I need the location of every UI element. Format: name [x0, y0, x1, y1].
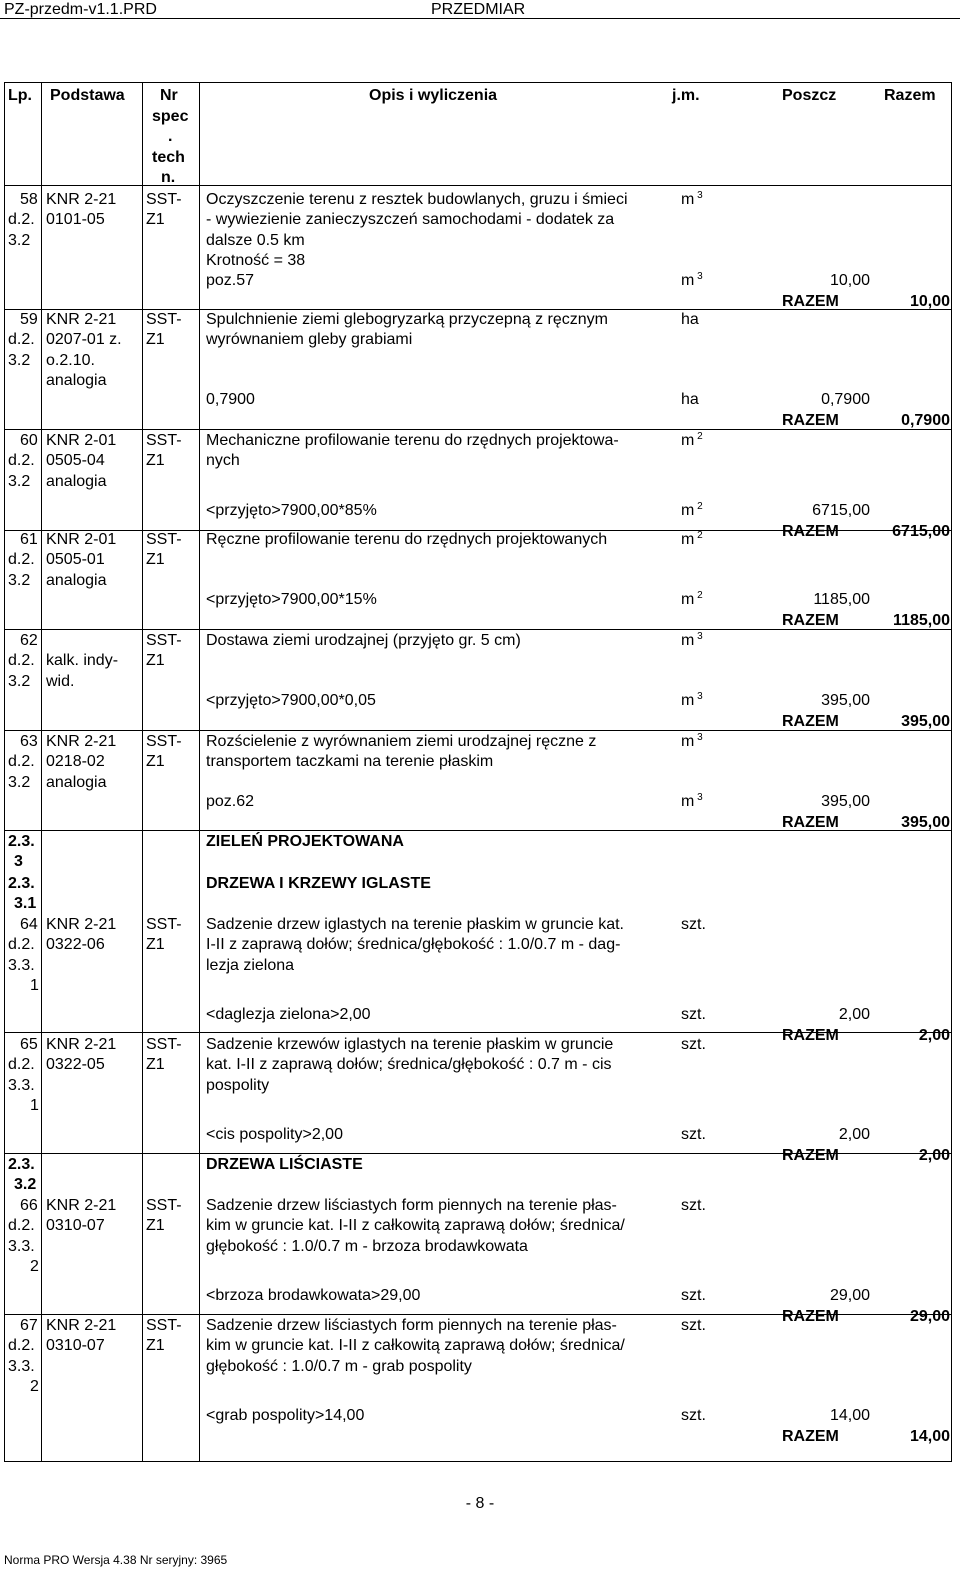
item-description: Mechaniczne profilowanie terenu do rzędnych projektowa-: [206, 432, 619, 449]
item-podstawa: KNR 2-21: [46, 916, 117, 933]
item-lp: 58: [20, 191, 38, 208]
item-podstawa: KNR 2-01: [46, 531, 117, 548]
razem-label: RAZEM: [782, 1428, 839, 1445]
item-spec: SST-: [146, 191, 182, 208]
header-razem: Razem: [884, 87, 936, 104]
page-number: - 8 -: [465, 1495, 495, 1512]
item-subtotal: 2,00: [838, 1126, 870, 1143]
item-lp: 3.2: [8, 672, 31, 690]
item-podstawa: analogia: [46, 571, 107, 589]
item-calc-unit: ha: [681, 391, 699, 408]
item-podstawa: KNR 2-21: [46, 1317, 117, 1334]
item-spec: SST-: [146, 733, 182, 750]
unit-exponent: 2: [694, 530, 703, 541]
item-calculation: <przyjęto>7900,00*15%: [206, 591, 377, 608]
razem-label: RAZEM: [782, 412, 839, 429]
item-spec: SST-: [146, 1197, 182, 1214]
item-podstawa: KNR 2-21: [46, 733, 117, 750]
document-title: PRZEDMIAR: [431, 1, 526, 18]
item-lp: 3.2: [8, 231, 31, 249]
item-description: lezja zielona: [206, 956, 295, 974]
item-description: Oczyszczenie terenu z resztek budowlanych, gruzu i śmieci: [206, 191, 628, 208]
header-nr-spec: n.: [161, 169, 176, 186]
item-description: Ręczne profilowanie terenu do rzędnych projektowanych: [206, 531, 608, 548]
item-lp: 2: [30, 1257, 39, 1275]
item-podstawa: KNR 2-21: [46, 1197, 117, 1214]
item-calculation: <daglezja zielona>2,00: [206, 1006, 371, 1023]
item-subtotal: 14,00: [829, 1407, 870, 1424]
item-description: dalsze 0.5 km: [206, 231, 305, 249]
item-unit: szt.: [681, 916, 706, 933]
item-unit: ha: [681, 311, 699, 328]
section-number: 2.3.: [8, 833, 35, 850]
item-lp: d.2.: [8, 452, 35, 470]
item-description: Krotność = 38: [206, 251, 306, 269]
item-lp: 65: [20, 1036, 38, 1053]
item-calc-unit: m $^2$: [681, 590, 703, 608]
item-description: transportem taczkami na terenie płaskim: [206, 753, 494, 771]
razem-label: RAZEM: [782, 713, 839, 730]
item-spec: Z1: [146, 1337, 165, 1355]
item-spec: SST-: [146, 632, 182, 649]
item-description: nych: [206, 452, 240, 470]
item-description: Dostawa ziemi urodzajnej (przyjęto gr. 5 cm): [206, 632, 521, 649]
section-title: ZIELEŃ PROJEKTOWANA: [206, 833, 404, 850]
unit-exponent: 2: [694, 431, 703, 442]
item-lp: d.2.: [8, 211, 35, 229]
item-calc-unit: szt.: [681, 1407, 706, 1424]
item-lp: 3.2: [8, 351, 31, 369]
item-unit: szt.: [681, 1317, 706, 1334]
item-lp: 3.3.: [8, 1357, 35, 1375]
item-calculation: <przyjęto>7900,00*0,05: [206, 692, 376, 709]
razem-label: RAZEM: [782, 814, 839, 831]
item-description: I-II z zaprawą dołów; średnica/głębokość : 1.0/0.7 m - dag-: [206, 936, 621, 954]
item-lp: d.2.: [8, 1337, 35, 1355]
item-podstawa: 0101-05: [46, 211, 105, 229]
item-spec: SST-: [146, 432, 182, 449]
item-calc-unit: szt.: [681, 1006, 706, 1023]
item-total: 0,7900: [901, 412, 950, 429]
item-podstawa: 0505-01: [46, 551, 105, 569]
item-podstawa: 0310-07: [46, 1217, 105, 1235]
item-description: kim w gruncie kat. I-II z całkowitą zaprawą dołów; średnica/: [206, 1337, 625, 1355]
razem-label: RAZEM: [782, 1147, 839, 1164]
item-lp: d.2.: [8, 551, 35, 569]
header-row-divider: [4, 185, 952, 186]
item-podstawa: KNR 2-21: [46, 1036, 117, 1053]
item-total: 2,00: [918, 1147, 950, 1164]
item-lp: d.2.: [8, 753, 35, 771]
item-lp: 67: [20, 1317, 38, 1334]
item-lp: 64: [20, 916, 38, 933]
item-spec: SST-: [146, 311, 182, 328]
item-podstawa: analogia: [46, 773, 107, 791]
header-lp: Lp.: [8, 87, 32, 104]
razem-label: RAZEM: [782, 523, 839, 540]
item-calculation: 0,7900: [206, 391, 255, 408]
item-description: wyrównaniem gleby grabiami: [206, 331, 413, 349]
column-divider-lp: [41, 82, 42, 1462]
section-number: 2.3.: [8, 1156, 35, 1173]
item-subtotal: 6715,00: [812, 502, 870, 519]
item-lp: d.2.: [8, 1056, 35, 1074]
item-spec: Z1: [146, 652, 165, 670]
item-unit: m $^3$: [681, 732, 703, 750]
razem-label: RAZEM: [782, 1308, 839, 1325]
item-podstawa: analogia: [46, 472, 107, 490]
item-subtotal: 2,00: [838, 1006, 870, 1023]
item-podstawa: analogia: [46, 371, 107, 389]
unit-exponent: 3: [694, 190, 703, 201]
item-spec: Z1: [146, 936, 165, 954]
item-podstawa: o.2.10.: [46, 351, 95, 369]
item-description: kat. I-II z zaprawą dołów; średnica/głębokość : 0.7 m - cis: [206, 1056, 612, 1074]
item-podstawa: KNR 2-01: [46, 432, 117, 449]
item-spec: Z1: [146, 331, 165, 349]
item-description: Sadzenie krzewów iglastych na terenie płaskim w gruncie: [206, 1036, 614, 1053]
item-lp: 3.3.: [8, 1076, 35, 1094]
item-subtotal: 395,00: [821, 793, 870, 810]
item-lp: d.2.: [8, 936, 35, 954]
header-divider: [0, 18, 960, 19]
unit-exponent: 2: [694, 590, 703, 601]
item-subtotal: 395,00: [821, 692, 870, 709]
razem-label: RAZEM: [782, 612, 839, 629]
item-podstawa: KNR 2-21: [46, 311, 117, 328]
item-podstawa: 0207-01 z.: [46, 331, 122, 349]
item-spec: SST-: [146, 1317, 182, 1334]
item-description: głębokość : 1.0/0.7 m - brzoza brodawkowata: [206, 1237, 528, 1255]
item-lp: 63: [20, 733, 38, 750]
item-unit: m $^3$: [681, 190, 703, 208]
item-total: 1185,00: [893, 612, 950, 629]
item-lp: 2: [30, 1377, 39, 1395]
item-spec: Z1: [146, 1217, 165, 1235]
item-calculation: <grab pospolity>14,00: [206, 1407, 365, 1424]
item-calc-unit: m $^3$: [681, 691, 703, 709]
item-spec: SST-: [146, 916, 182, 933]
item-calc-unit: m $^2$: [681, 501, 703, 519]
item-unit: m $^2$: [681, 431, 703, 449]
file-name: PZ-przedm-v1.1.PRD: [4, 1, 157, 18]
item-description: Sadzenie drzew liściastych form piennych na terenie płas-: [206, 1197, 617, 1214]
item-calc-unit: m $^3$: [681, 271, 703, 290]
item-podstawa: kalk. indy-: [46, 652, 119, 670]
item-lp: 59: [20, 311, 38, 328]
unit-exponent: 3: [694, 271, 703, 283]
item-lp: 1: [30, 1096, 39, 1114]
item-unit: szt.: [681, 1197, 706, 1214]
item-lp: 61: [20, 531, 38, 548]
unit-exponent: 3: [694, 792, 703, 803]
item-unit: m $^3$: [681, 631, 703, 649]
item-podstawa: wid.: [46, 672, 75, 690]
item-calculation: <brzoza brodawkowata>29,00: [206, 1287, 421, 1304]
item-calculation: <cis pospolity>2,00: [206, 1126, 343, 1143]
item-lp: 3.3.: [8, 956, 35, 974]
item-description: - wywiezienie zanieczyszczeń samochodami - dodatek za: [206, 211, 615, 229]
item-spec: Z1: [146, 452, 165, 470]
section-number: 3: [14, 853, 23, 871]
item-lp: 66: [20, 1197, 38, 1214]
item-description: pospolity: [206, 1076, 270, 1094]
item-calculation: poz.57: [206, 272, 255, 290]
item-lp: d.2.: [8, 1217, 35, 1235]
section-title: DRZEWA I KRZEWY IGLASTE: [206, 875, 431, 892]
header-opis: Opis i wyliczenia: [369, 87, 498, 104]
header-nr-spec: spec: [152, 108, 189, 125]
item-lp: 3.2: [8, 773, 31, 791]
item-lp: 62: [20, 632, 38, 649]
unit-exponent: 3: [694, 631, 703, 642]
item-podstawa: KNR 2-21: [46, 191, 117, 208]
item-spec: SST-: [146, 531, 182, 548]
header-nr-spec: Nr: [160, 87, 178, 104]
item-description: głębokość : 1.0/0.7 m - grab pospolity: [206, 1357, 472, 1375]
column-divider-podstawa: [142, 82, 143, 1462]
section-number: 3.1: [14, 895, 37, 913]
item-description: Sadzenie drzew liściastych form piennych na terenie płas-: [206, 1317, 617, 1334]
item-subtotal: 29,00: [829, 1287, 870, 1304]
item-podstawa: 0505-04: [46, 452, 105, 470]
item-total: 395,00: [901, 713, 950, 730]
item-subtotal: 0,7900: [821, 391, 870, 408]
header-nr-spec: tech: [152, 149, 185, 166]
item-unit: m $^2$: [681, 530, 703, 548]
unit-exponent: 3: [694, 732, 703, 743]
item-lp: 1: [30, 976, 39, 994]
header-poszcz: Poszcz: [782, 87, 837, 104]
software-footer: Norma PRO Wersja 4.38 Nr seryjny: 3965: [4, 1553, 228, 1567]
item-lp: 60: [20, 432, 38, 449]
item-total: 29,00: [909, 1308, 950, 1325]
item-total: 14,00: [909, 1428, 950, 1445]
razem-label: RAZEM: [782, 1027, 839, 1044]
item-subtotal: 1185,00: [813, 591, 870, 608]
item-lp: d.2.: [8, 331, 35, 349]
item-spec: Z1: [146, 551, 165, 569]
item-podstawa: 0322-05: [46, 1056, 105, 1074]
item-podstawa: 0322-06: [46, 936, 105, 954]
section-title: DRZEWA LIŚCIASTE: [206, 1156, 363, 1173]
item-calculation: poz.62: [206, 793, 255, 810]
item-lp: 3.3.: [8, 1237, 35, 1255]
item-calc-unit: szt.: [681, 1126, 706, 1143]
razem-label: RAZEM: [782, 293, 839, 311]
item-spec: Z1: [146, 211, 165, 229]
item-lp: 3.2: [8, 571, 31, 589]
item-total: 395,00: [901, 814, 950, 831]
item-subtotal: 10,00: [829, 272, 870, 290]
item-lp: d.2.: [8, 652, 35, 670]
item-description: Rozścielenie z wyrównaniem ziemi urodzajnej ręczne z: [206, 733, 597, 750]
unit-exponent: 3: [694, 691, 703, 702]
item-podstawa: 0310-07: [46, 1337, 105, 1355]
item-spec: SST-: [146, 1036, 182, 1053]
header-nr-spec: .: [168, 128, 173, 145]
item-calc-unit: m $^3$: [681, 792, 703, 810]
item-podstawa: 0218-02: [46, 753, 105, 771]
item-description: Spulchnienie ziemi glebogryzarką przyczepną z ręcznym: [206, 311, 608, 328]
item-lp: 3.2: [8, 472, 31, 490]
header-jm: j.m.: [672, 87, 700, 104]
item-total: 10,00: [909, 293, 950, 311]
item-spec: Z1: [146, 1056, 165, 1074]
item-total: 2,00: [918, 1027, 950, 1044]
unit-exponent: 2: [694, 501, 703, 512]
item-calculation: <przyjęto>7900,00*85%: [206, 502, 377, 519]
header-podstawa: Podstawa: [50, 87, 125, 104]
section-number: 2.3.: [8, 875, 35, 892]
item-description: Sadzenie drzew iglastych na terenie płaskim w gruncie kat.: [206, 916, 624, 933]
item-unit: szt.: [681, 1036, 706, 1053]
item-description: kim w gruncie kat. I-II z całkowitą zaprawą dołów; średnica/: [206, 1217, 625, 1235]
item-calc-unit: szt.: [681, 1287, 706, 1304]
section-number: 3.2: [14, 1176, 37, 1194]
item-total: 6715,00: [892, 523, 950, 540]
column-divider-spec: [199, 82, 200, 1462]
item-spec: Z1: [146, 753, 165, 771]
